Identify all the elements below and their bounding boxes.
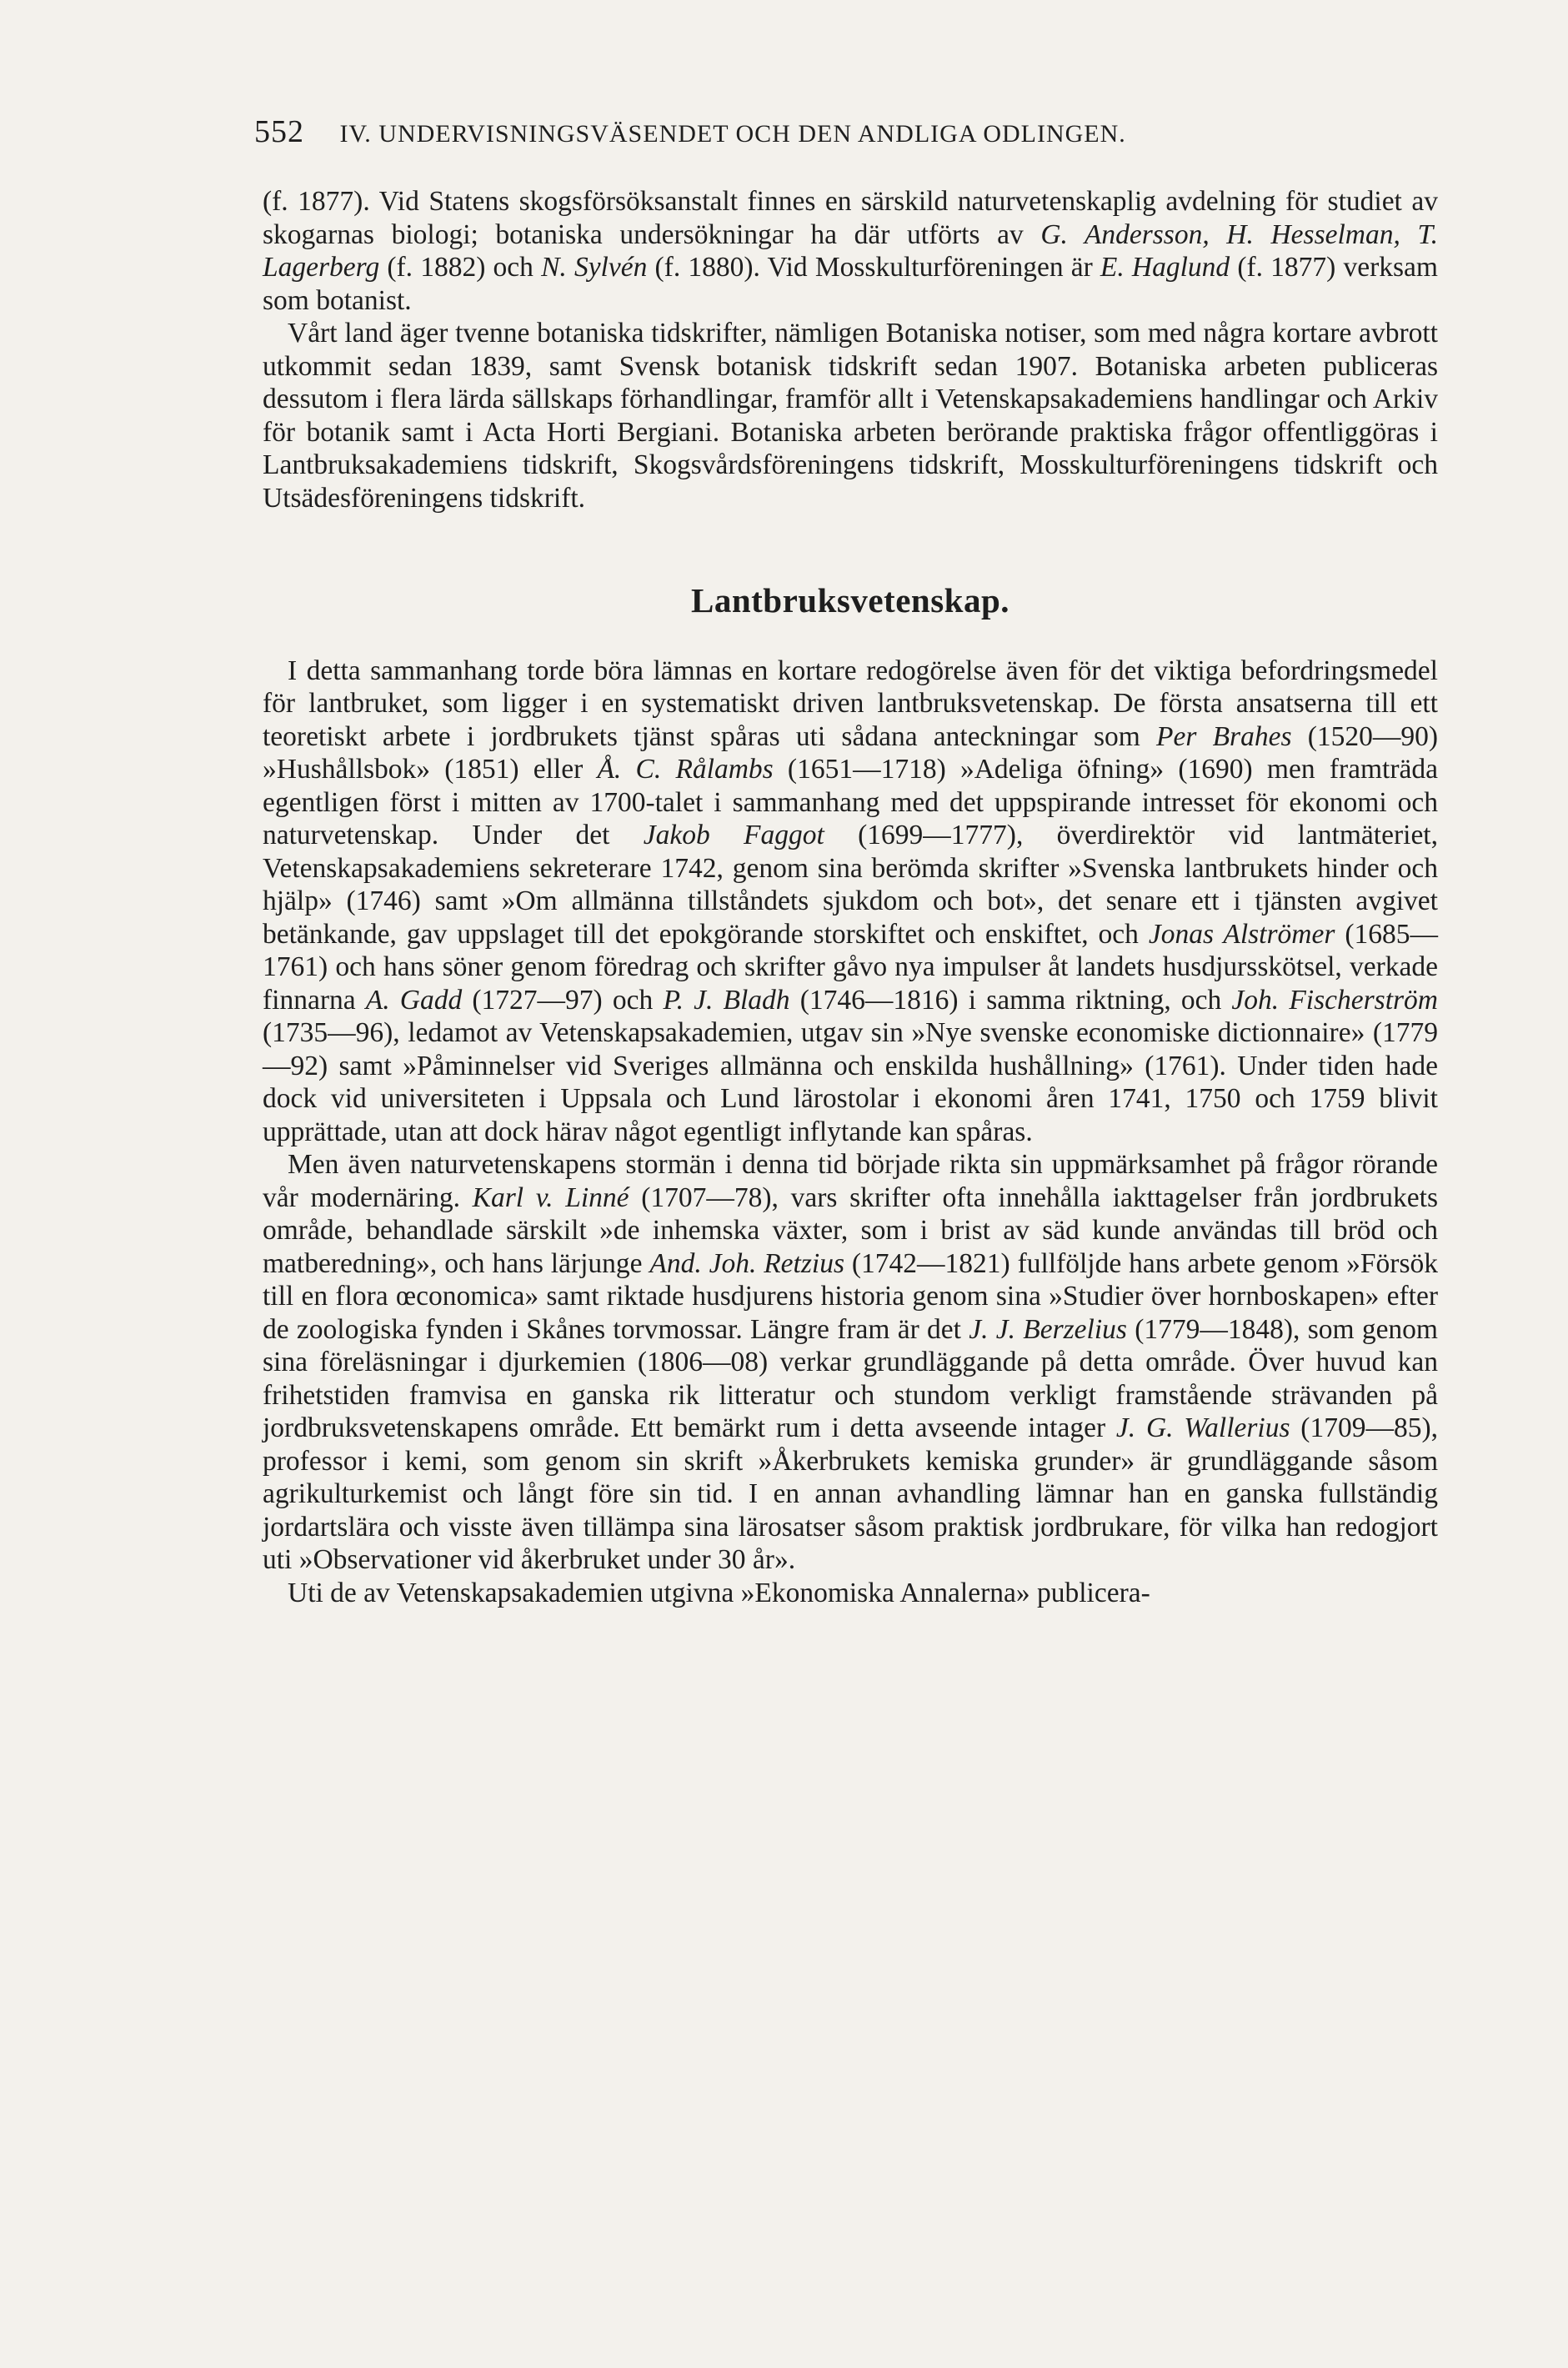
italic-name: G. Andersson, H. Hesselman, T. Lagerberg (263, 218, 1438, 283)
paragraph (263, 317, 1438, 514)
section-botany-continued (263, 185, 1438, 514)
running-title: IV. UNDERVISNINGSVÄSENDET OCH DEN ANDLIGA ODLINGEN. (339, 120, 1126, 148)
text-run: (1685—1761) och hans söner genom föredrag och skrifter gåvo nya impulser åt landets husdjursskötsel, verkade finnarna (263, 918, 1438, 1016)
text-run: (1707—78), vars skrifter ofta innehålla iakttagelser från jordbrukets område, behandlade särskilt »de inhemska växter, som i brist av säd kunde användas till bröd och matberedning», och hans lärjunge (263, 1181, 1438, 1279)
italic-name: E. Haglund (1100, 252, 1230, 283)
italic-name: N. Sylvén (541, 252, 648, 283)
italic-name: P. J. Bladh (663, 984, 790, 1016)
text-run: Uti de av Vetenskapsakademien utgivna »Ekonomiska Annalerna» publicera- (288, 1577, 1150, 1608)
text-run: (f. 1882) och (379, 252, 542, 283)
paragraph (263, 1577, 1438, 1610)
text-run: (f. 1877) verksam som botanist. (263, 252, 1438, 316)
text-run: (1735—96), ledamot av Vetenskapsakademien, utgav sin »Nye svenske economiske dictionnaire» (1779—92) samt »Påminnelser vid Sveriges allmänna och enskilda hushållning» (1761). Under tiden hade dock vid universiteten i Uppsala och Lund lärostolar i ekonomi åren 1741, 1750 och 1759 blivit upprättade, utan att dock härav något egentligt inflytande kan spåras. (263, 1017, 1438, 1147)
italic-name: Joh. Fischerström (1231, 984, 1438, 1016)
italic-name: Å. C. Rålambs (597, 754, 774, 785)
text-run: (1742—1821) fullföljde hans arbete genom »Försök till en flora œconomica» samt riktade husdjurens historia genom sina »Studier över hornboskapen» efter de zoologiska fynden i Skånes torvmossar. Längre fram är det (263, 1247, 1438, 1345)
paragraph (263, 655, 1438, 1149)
italic-name: J. G. Wallerius (1115, 1412, 1290, 1443)
italic-name: A. Gadd (365, 984, 463, 1016)
italic-name: Jakob Faggot (643, 820, 824, 850)
text-run: (1727—97) och (462, 984, 664, 1016)
page-number: 552 (254, 114, 304, 149)
text-run: (f. 1880). Vid Mosskulturföreningen är (647, 252, 1100, 283)
text-run: I detta sammanhang torde böra lämnas en kortare redogörelse även för det viktiga befordringsmedel för lantbruket, som ligger i en systematiskt driven lantbruksvetenskap. De första ansatserna till ett teoretiskt arbete i jordbrukets tjänst spåras uti sådana anteckningar som (263, 655, 1438, 752)
text-run: (1651—1718) »Adeliga öfning» (1690) men framträda egentligen först i mitten av 1700-talet i sammanhang med det uppspirande intresset för ekonomi och naturvetenskap. Under det (263, 754, 1439, 850)
text-run: Men även naturvetenskapens stormän i denna tid började rikta sin uppmärksamhet på frågor rörande vår modernäring. (263, 1149, 1438, 1213)
italic-name: Karl v. Linné (472, 1181, 629, 1213)
section-agricultural-science (263, 655, 1438, 1610)
text-run: (1699—1777), överdirektör vid lantmäteriet, Vetenskapsakademiens sekreterare 1742, genom sina berömda skrifter »Svenska lantbrukets hinder och hjälp» (1746) samt »Om allmänna tillståndets sjukdom och bot», det senare ett i tjänsten avgivet betänkande, gav uppslaget till det epokgörande storskiftet och enskiftet, och (263, 820, 1438, 950)
text-run: (f. 1877). Vid Statens skogsförsöksanstalt finnes en särskild naturvetenskaplig avdelning för studiet av skogarnas biologi; botaniska undersökningar ha där utförts av (263, 186, 1438, 250)
text-run: (1779—1848), som genom sina föreläsningar i djurkemien (1806—08) verkar grundläggande på detta område. Över huvud kan frihetstiden framvisa en ganska rik litteratur och stundom verkligt framstående strävanden på jordbruksvetenskapens område. Ett bemärkt rum i detta avseende intager (263, 1313, 1438, 1443)
italic-name: J. J. Berzelius (969, 1313, 1127, 1345)
text-run: (1520—90) »Hushållsbok» (1851) eller (263, 720, 1439, 785)
paragraph (263, 185, 1438, 317)
paragraph (263, 1148, 1438, 1577)
running-header (254, 113, 1438, 150)
text-run: (1709—85), professor i kemi, som genom sin skrift »Åkerbrukets kemiska grunder» är grundläggande såsom agrikulturkemist och långt före sin tid. I en annan avhandling lämnar han en ganska fullständig jordartslära och visste även tillämpa sina lärosatser såsom praktisk jordbrukare, för vilka han redogjort uti »Observationer vid åkerbruket under 30 år». (263, 1412, 1438, 1575)
body-text (263, 185, 1438, 1609)
text-run: (1746—1816) i samma riktning, och (789, 984, 1232, 1016)
italic-name: And. Joh. Retzius (649, 1247, 844, 1279)
section-heading: Lantbruksvetenskap. (690, 581, 1010, 620)
italic-name: Per Brahes (1156, 720, 1292, 752)
text-run: Vårt land äger tvenne botaniska tidskrifter, nämligen Botaniska notiser, som med några kortare avbrott utkommit sedan 1839, samt Svensk botanisk tidskrift sedan 1907. Botaniska arbeten publiceras dessutom i flera lärda sällskaps förhandlingar, framför allt i Vetenskapsakademiens handlingar och Arkiv för botanik samt i Acta Horti Bergiani. Botaniska arbeten berörande praktiska frågor offentliggöras i Lantbruksakademiens tidskrift, Skogsvårdsföreningens tidskrift, Mosskulturföreningens tidskrift och Utsädesföreningens tidskrift. (263, 318, 1438, 514)
italic-name: Jonas Alströmer (1148, 918, 1335, 950)
